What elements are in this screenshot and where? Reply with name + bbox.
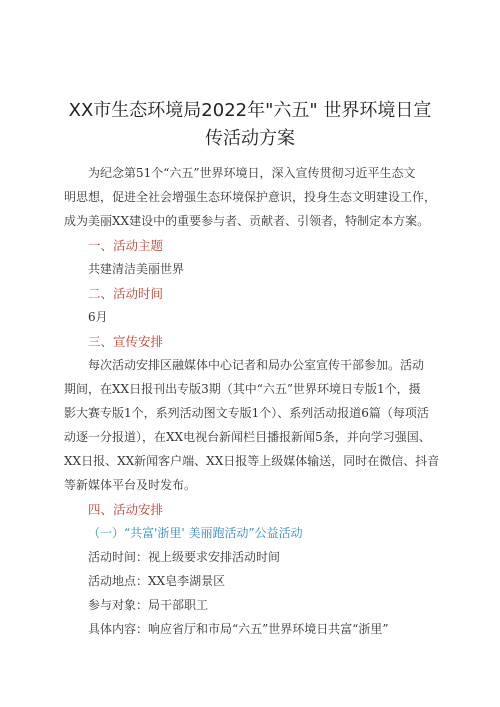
subsection-1-heading: （一）“共富'浙里' 美丽跑活动”公益活动 (88, 526, 303, 540)
activity-time: 活动时间：视上级要求安排活动时间 (88, 550, 281, 564)
activity-participants: 参与对象：局干部职工 (88, 598, 209, 612)
section-2-body: 6月 (88, 310, 108, 324)
activity-content: 具体内容：响应省厅和市局“六五”世界环境日共富“浙里” (88, 622, 389, 636)
section-1-body: 共建清洁美丽世界 (88, 262, 185, 276)
activity-place: 活动地点：XX皂李湖景区 (88, 574, 226, 588)
section-2-heading: 二、活动时间 (88, 286, 164, 301)
section-4-heading: 四、活动安排 (88, 502, 164, 517)
section-1-heading: 一、活动主题 (88, 238, 164, 253)
intro-line-3: 成为美丽XX建设中的重要参与者、贡献者、引领者，特制定本方案。 (64, 214, 430, 228)
document-title-line-1: XX市生态环境局2022年"六五" 世界环境日宣 (68, 100, 432, 121)
section-3-heading: 三、宣传安排 (88, 334, 164, 349)
intro-line-1: 为纪念第51个“六五”世界环境日，深入宣传贯彻习近平生态文 (88, 166, 416, 180)
intro-line-2: 明思想，促进全社会增强生态环境保护意识，投身生态文明建设工作， (64, 190, 437, 204)
section-3-line-3: 影大赛专版1个，系列活动图文专版1个）、系列活动报道6篇（每项活 (64, 406, 429, 420)
section-3-line-2: 期间，在XX日报刊出专版3期（其中“六五”世界环境日专版1个，摄 (64, 382, 421, 396)
document-title-line-2: 传活动方案 (205, 128, 295, 149)
section-3-line-6: 等新媒体平台及时发布。 (64, 478, 197, 492)
section-3-line-5: XX日报、XX新闻客户端、XX日报等上级媒体输送，同时在微信、抖音 (64, 454, 440, 468)
section-3-line-1: 每次活动安排区融媒体中心记者和局办公室宣传干部参加。活动 (88, 358, 425, 372)
section-3-line-4: 动逐一分报道），在XX电视台新闻栏目播报新闻5条，并向学习强国、 (64, 430, 431, 444)
